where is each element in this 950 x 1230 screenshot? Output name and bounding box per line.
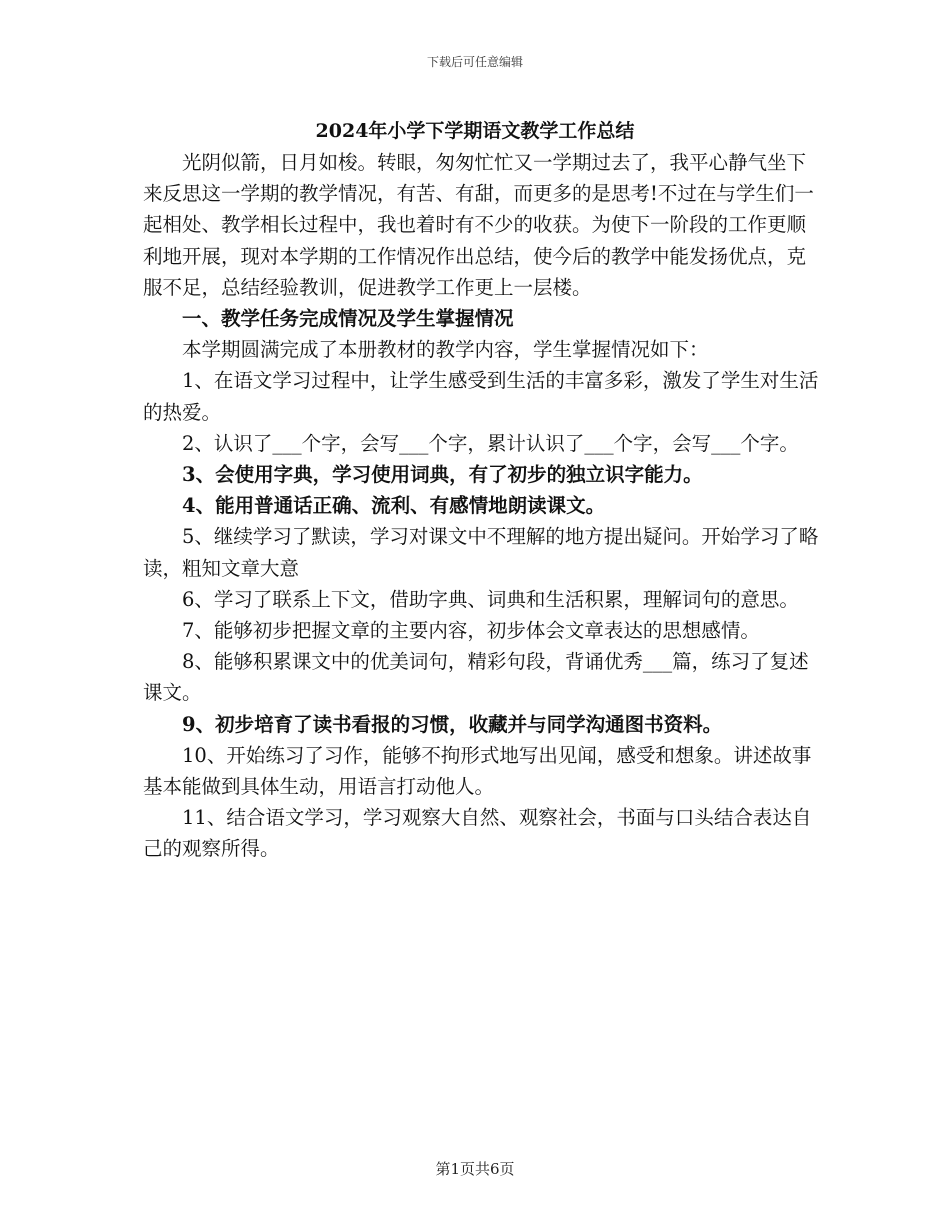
document-title: 2024年小学下学期语文教学工作总结 [315,120,635,142]
list-item: 9、初步培育了读书看报的习惯，收藏并与同学沟通图书资料。 [182,712,723,736]
document-body [143,147,823,865]
list-item: 7、能够初步把握文章的主要内容，初步体会文章表达的思想感情。 [182,619,760,643]
list-item: 8、能够积累课文中的优美词句，精彩句段，背诵优秀___篇，练习了复述课文。 [143,650,809,705]
list-item: 6、学习了联系上下文，借助字典、词典和生活积累，理解词句的意思。 [182,587,799,611]
list-item: 10、开始练习了习作，能够不拘形式地写出见闻，感受和想象。讲述故事基本能做到具体生动，用语言打动他人。 [143,743,812,799]
section-heading: 一、教学任务完成情况及学生掌握情况 [182,307,514,331]
list-item: 2、认识了___个字，会写___个字，累计认识了___个字，会写___个字。 [182,431,799,455]
header-note: 下载后可任意编辑 [426,55,523,69]
list-item: 1、在语文学习过程中，让学生感受到生活的丰富多彩，激发了学生对生活的热爱。 [143,369,819,424]
list-item: 11、结合语文学习，学习观察大自然、观察社会，书面与口头结合表达自己的观察所得。 [143,806,812,861]
paragraph-intro: 光阴似箭，日月如梭。转眼，匆匆忙忙又一学期过去了，我平心静气坐下来反思这一学期的教学情况，有苦、有甜，而更多的是思考!不过在与学生们一起相处、教学相长过程中，我也着时有不少的收获。为使下一阶段的工作更顺利地开展，现对本学期的工作情况作出总结，使今后的教学中能发扬优点，克服不足，总结经验教训，促进教学工作更上一层楼。 [143,151,814,299]
paragraph-summary: 本学期圆满完成了本册教材的教学内容，学生掌握情况如下： [182,338,709,362]
list-item: 4、能用普通话正确、流利、有感情地朗读课文。 [182,494,606,518]
list-item: 5、继续学习了默读，学习对课文中不理解的地方提出疑问。开始学习了略读，粗知文章大意 [143,525,819,580]
list-item: 3、会使用字典，学习使用词典，有了初步的独立识字能力。 [182,463,703,487]
page-footer: 第1页共6页 [435,1160,515,1178]
